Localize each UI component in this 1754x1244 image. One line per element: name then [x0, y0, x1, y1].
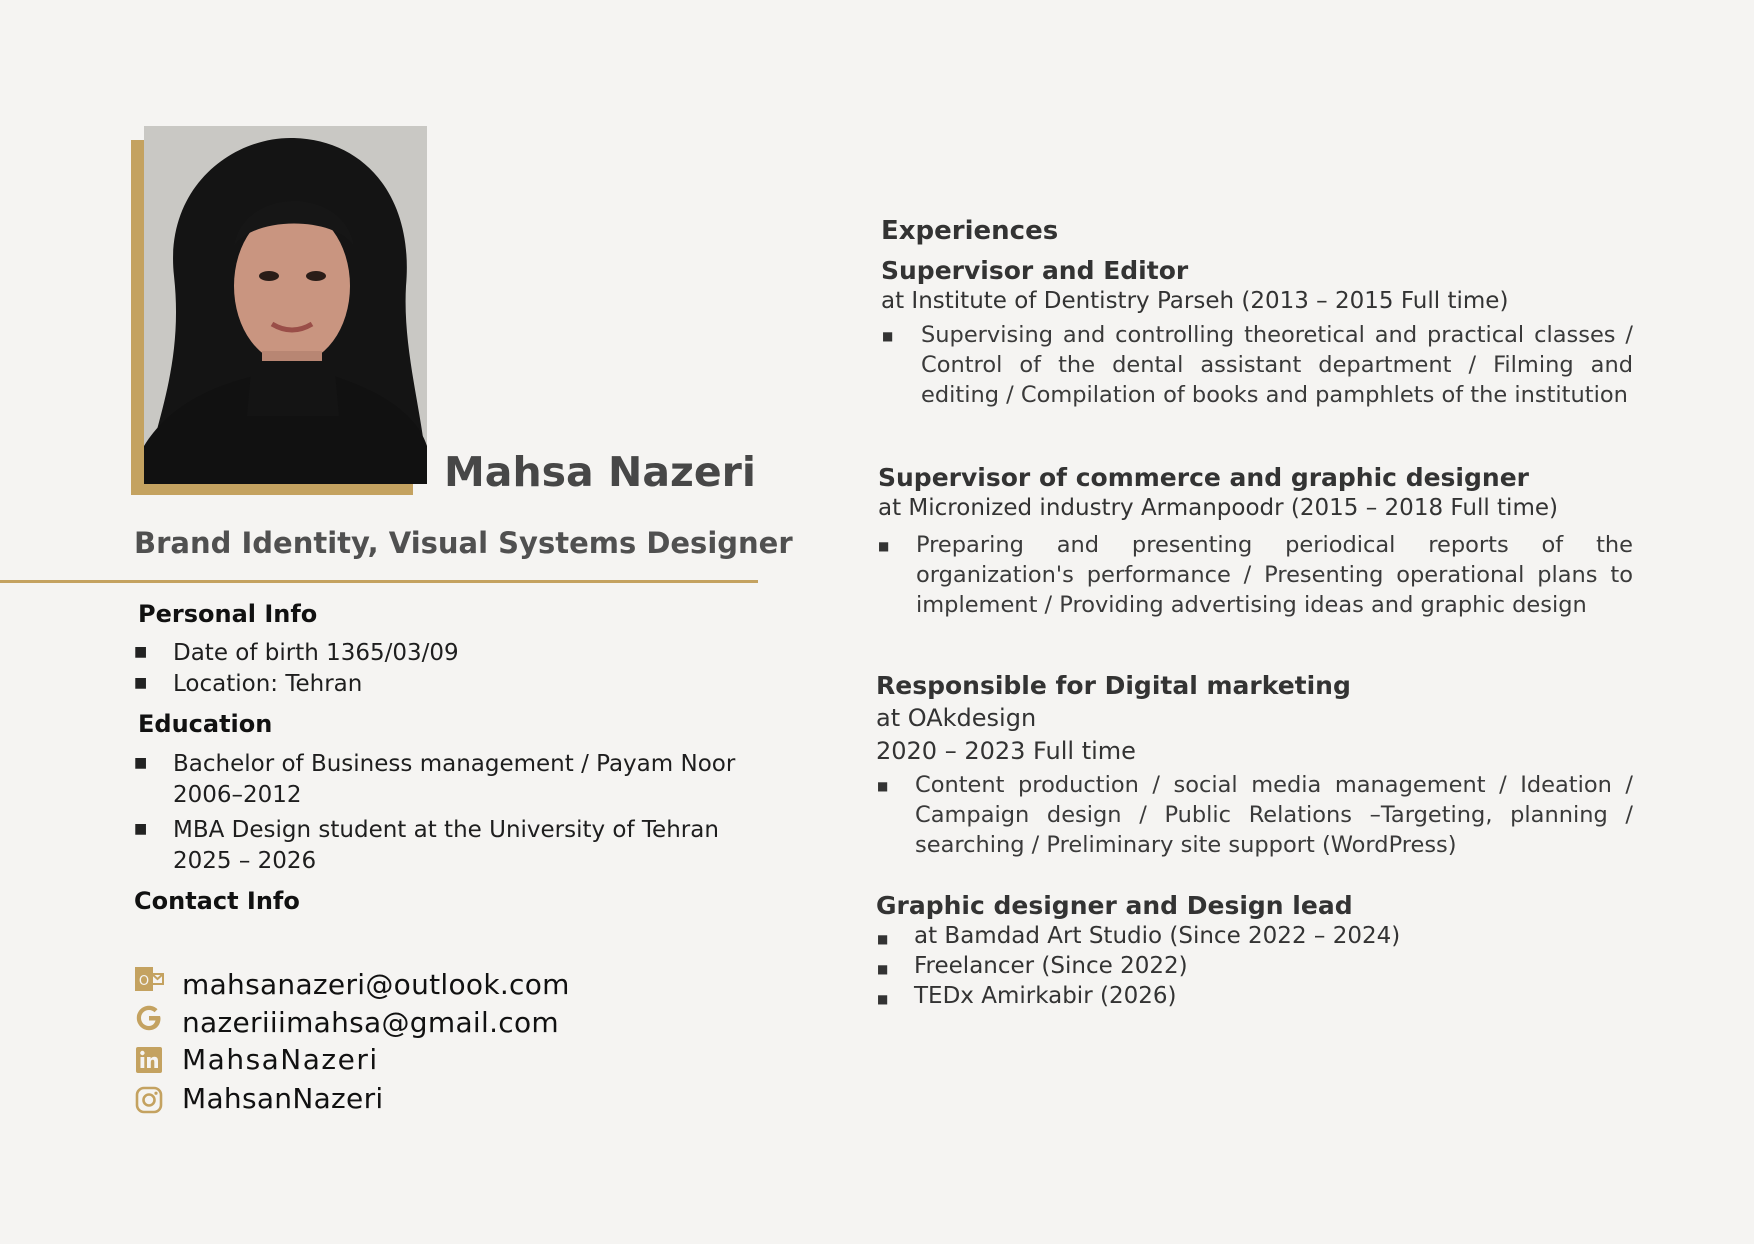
education-years: 2006–2012 — [173, 782, 302, 808]
job-subtitle: at OAkdesign — [876, 704, 1037, 732]
job-subtitle: at Micronized industry Armanpoodr (2015 – 2018 Full time) — [878, 495, 1558, 521]
bullet: ■ — [877, 962, 889, 976]
section-divider — [0, 580, 758, 583]
bullet: ■ — [877, 779, 889, 793]
linkedin-icon — [134, 1045, 164, 1075]
job-title: Supervisor and Editor — [881, 256, 1189, 285]
outlook-email[interactable]: mahsanazeri@outlook.com — [182, 968, 570, 1001]
education-heading: Education — [138, 710, 273, 738]
job-description: Preparing and presenting periodical reports of the organization's performance / Presenting operational plans to implement / Providing advertising ideas and graphic design — [916, 532, 1633, 618]
job-period: 2020 – 2023 Full time — [876, 737, 1136, 765]
svg-text:O: O — [138, 974, 150, 989]
job-description: Content production / social media management / Ideation / Campaign design / Public Relations –Targeting, planning / searching / Preliminary site support (WordPress) — [915, 772, 1633, 858]
personal-info-heading: Personal Info — [138, 600, 318, 628]
job-subtitle: at Institute of Dentistry Parseh (2013 – 2015 Full time) — [881, 288, 1509, 314]
job-item: Freelancer (Since 2022) — [914, 953, 1188, 979]
education-years: 2025 – 2026 — [173, 848, 317, 874]
profile-role: Brand Identity, Visual Systems Designer — [134, 526, 793, 560]
job-title: Supervisor of commerce and graphic designer — [878, 463, 1529, 492]
linkedin-handle[interactable]: MahsaNazeri — [182, 1043, 379, 1076]
job-title: Graphic designer and Design lead — [876, 891, 1353, 920]
bullet: ■ — [877, 932, 889, 946]
job-item: at Bamdad Art Studio (Since 2022 – 2024) — [914, 923, 1401, 949]
bullet: ■ — [878, 539, 890, 553]
profile-photo — [144, 126, 427, 484]
bullet: ■ — [882, 329, 894, 343]
outlook-icon — [134, 965, 164, 995]
contact-info-heading: Contact Info — [134, 887, 300, 915]
gmail-email[interactable]: nazeriiimahsa@gmail.com — [182, 1006, 559, 1039]
job-item: TEDx Amirkabir (2026) — [914, 983, 1177, 1009]
instagram-icon — [134, 1085, 164, 1115]
job-title: Responsible for Digital marketing — [876, 671, 1351, 700]
profile-name: Mahsa Nazeri — [444, 448, 756, 496]
google-icon — [134, 1003, 164, 1033]
experiences-heading: Experiences — [881, 216, 1059, 246]
personal-item: Date of birth 1365/03/09 — [173, 640, 459, 666]
bullet: ■ — [877, 992, 889, 1006]
personal-item: Location: Tehran — [173, 671, 363, 697]
education-line: Bachelor of Business management / Payam Noor — [173, 751, 736, 777]
instagram-handle[interactable]: MahsanNazeri — [182, 1082, 384, 1115]
job-description: Supervising and controlling theoretical and practical classes / Control of the dental assistant department / Filming and editing / Compilation of books and pamphlets of the institution — [921, 322, 1633, 408]
education-line: MBA Design student at the University of Tehran — [173, 817, 719, 843]
